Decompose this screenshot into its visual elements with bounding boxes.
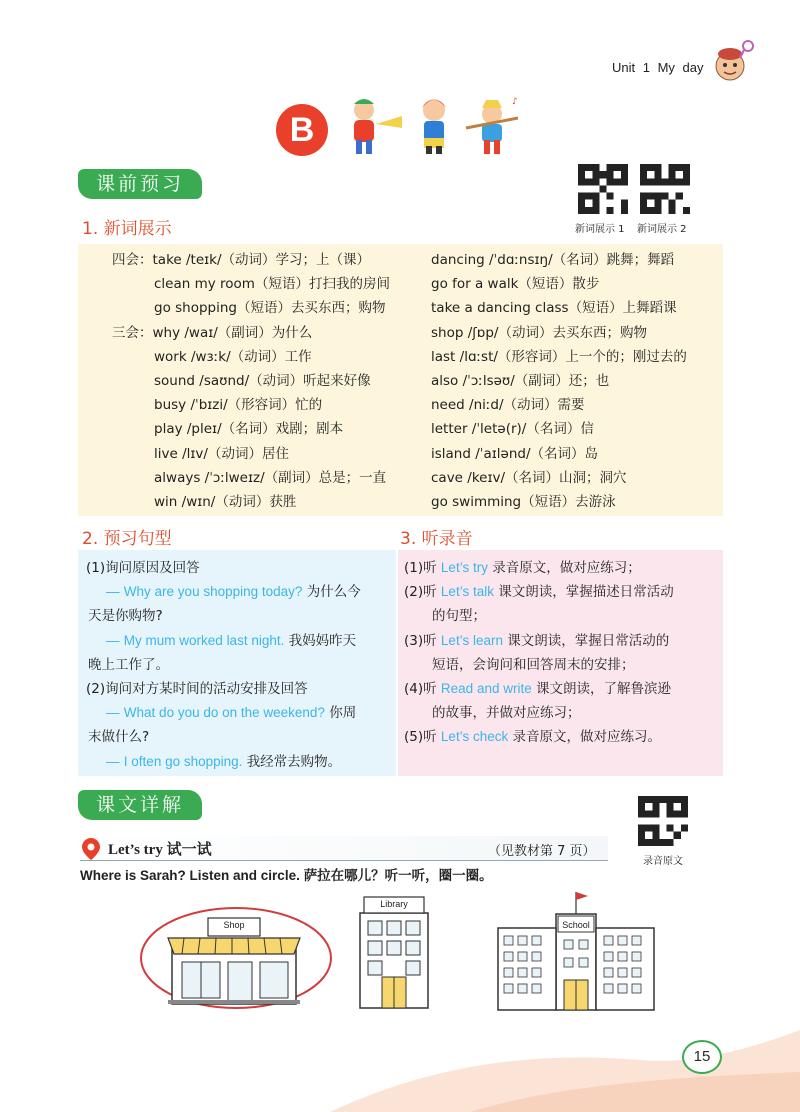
listen-post: 短语，会询问和回答周末的安排；: [432, 656, 635, 673]
vocab-item: [112, 296, 390, 320]
listen-post: 录音原文，做对应练习；: [487, 560, 641, 576]
children-illustration: [342, 94, 522, 156]
library-building-icon[interactable]: [354, 895, 434, 1010]
grammar-line: [86, 653, 392, 677]
vocab-left-column: [112, 248, 390, 514]
grammar-en: Why are you shopping today?: [123, 584, 303, 600]
vocab-right-column: [431, 248, 687, 514]
location-pin-icon: [82, 838, 100, 860]
qr-code-icon[interactable]: [578, 164, 628, 214]
vocab-item: [112, 369, 390, 393]
listen-pre: (3)听: [404, 632, 441, 649]
vocab-item: [112, 490, 390, 514]
listen-heading: 3. 听录音: [400, 529, 473, 549]
qr-code-icon[interactable]: [638, 796, 688, 846]
listen-line: [404, 580, 720, 604]
listen-en: Let’s check: [440, 729, 509, 745]
vocab-item: also /ˈɔːlsəʊ/（副词）还；也: [431, 373, 610, 390]
vocab-item: [112, 272, 390, 296]
section-tag-prelesson: 课前预习: [78, 169, 202, 199]
grammar-zh: 末做什么?: [88, 729, 150, 746]
vocab-item: cave /keɪv/（名词）山洞；洞穴: [431, 469, 627, 486]
page-reference: （见教材第 7 页）: [488, 844, 596, 859]
grammar-zh: 你周: [329, 705, 357, 722]
dash: —: [106, 632, 120, 648]
vocab-item: [112, 345, 390, 369]
vocab-text: go shopping（短语）去买东西；购物: [154, 300, 386, 317]
dash: —: [106, 705, 120, 721]
grammar-en: I often go shopping.: [123, 753, 243, 769]
listen-line: [404, 653, 720, 677]
listen-post: 课文朗读，掌握描述日常活动: [493, 584, 674, 601]
grammar-zh: (2)询问对方某时间的活动安排及回答: [86, 681, 308, 698]
qr-label-2: 新词展示 2: [637, 224, 687, 235]
grammar-panel: [78, 550, 396, 776]
dash: —: [106, 584, 120, 600]
vocab-heading: 1. 新词展示: [82, 219, 172, 239]
listen-line: [404, 604, 720, 628]
vocab-text: take /teɪk/（动词）学习；上（课）: [152, 252, 371, 268]
grammar-line: [86, 750, 392, 774]
section-tag-lesson: 课文详解: [78, 790, 202, 820]
vocab-item: [112, 321, 390, 345]
vocab-item: [112, 417, 390, 441]
vocab-item: take a dancing class（短语）上舞蹈课: [431, 300, 677, 317]
dash: —: [106, 753, 120, 769]
vocab-text: live /lɪv/（动词）居住: [154, 445, 289, 462]
grammar-lines: [86, 556, 392, 774]
grammar-zh: 我经常去购物。: [246, 753, 342, 770]
vocab-item: [112, 442, 390, 466]
grammar-line: [86, 725, 392, 749]
listen-post: 的句型；: [432, 608, 486, 625]
listen-line: [404, 629, 720, 653]
vocab-item: last /lɑːst/（形容词）上一个的；刚过去的: [431, 348, 687, 365]
vocab-text: play /pleɪ/（名词）戏剧；剧本: [154, 421, 344, 438]
page-number: 15: [682, 1040, 722, 1074]
listen-post: 录音原文，做对应练习。: [508, 729, 662, 746]
vocab-item: [112, 466, 390, 490]
unit-title: My day: [657, 60, 704, 75]
grammar-en: My mum worked last night.: [123, 632, 285, 648]
vocab-item: shop /ʃɒp/（动词）去买东西；购物: [431, 324, 647, 341]
vocab-item: go swimming（短语）去游泳: [431, 494, 616, 511]
listen-post: 课文朗读，掌握日常活动的: [502, 632, 670, 649]
vocab-text: work /wɜːk/（动词）工作: [154, 348, 312, 365]
exercise-instruction: Where is Sarah? Listen and circle. 萨拉在哪儿？听一听，圈一圈。: [80, 868, 493, 883]
vocab-item: [112, 248, 390, 272]
listen-panel: [398, 550, 723, 776]
grammar-zh: 晚上工作了。: [88, 656, 169, 673]
vocab-text: clean my room（短语）打扫我的房间: [154, 276, 390, 293]
grammar-line: [86, 701, 392, 725]
mascot-icon: [714, 38, 754, 88]
vocab-item: need /niːd/（动词）需要: [431, 397, 585, 414]
vocab-text: always /ˈɔːlweɪz/（副词）总是；一直: [154, 469, 387, 486]
part-b-badge: B: [276, 104, 328, 156]
listen-post: 的故事，并做对应练习；: [432, 705, 581, 722]
vocab-text: busy /ˈbɪzi/（形容词）忙的: [154, 397, 323, 414]
building-label-shop: Shop: [223, 920, 245, 930]
listen-line: [404, 556, 720, 580]
listen-lines: [404, 556, 720, 750]
listen-en: Let’s learn: [440, 632, 503, 648]
svg-text:♪: ♪: [512, 97, 518, 107]
listen-line: [404, 701, 720, 725]
vocab-item: go for a walk（短语）散步: [431, 276, 600, 293]
unit-label: Unit 1: [612, 60, 650, 75]
grammar-line: [86, 556, 392, 580]
listen-pre: (4)听: [404, 681, 441, 698]
vocab-level-tag: 四会：: [112, 252, 153, 268]
vocab-level-tag: 三会：: [112, 324, 153, 341]
activity-title: Let’s try 试一试: [108, 842, 212, 858]
grammar-line: [86, 677, 392, 701]
listen-line: [404, 725, 720, 749]
vocab-item: letter /ˈletə(r)/（名词）信: [431, 421, 594, 438]
vocab-item: island /ˈaɪlənd/（名词）岛: [431, 445, 599, 462]
grammar-line: [86, 629, 392, 653]
listen-pre: (5)听: [404, 729, 441, 746]
listen-en: Let’s talk: [440, 584, 494, 600]
grammar-zh: 天是你购物?: [88, 608, 163, 625]
qr-label-1: 新词展示 1: [575, 224, 625, 235]
building-label-school: School: [562, 920, 590, 930]
qr-code-icon[interactable]: [640, 164, 690, 214]
school-building-icon[interactable]: [494, 888, 658, 1012]
listen-en: Let’s try: [440, 560, 488, 575]
listen-pre: (1)听: [404, 560, 441, 576]
grammar-zh: 我妈妈昨天: [288, 632, 357, 649]
grammar-zh: 为什么今: [306, 584, 361, 601]
vocab-item: [112, 393, 390, 417]
grammar-heading: 2. 预习句型: [82, 529, 172, 549]
grammar-line: [86, 604, 392, 628]
vocab-text: sound /saʊnd/（动词）听起来好像: [154, 373, 371, 390]
building-label-library: Library: [380, 899, 408, 909]
listen-en: Read and write: [440, 681, 532, 697]
listen-post: 课文朗读，了解鲁滨逊: [531, 681, 672, 698]
vocab-panel: [78, 244, 723, 516]
vocab-item: dancing /ˈdɑːnsɪŋ/（名词）跳舞；舞蹈: [431, 252, 675, 268]
qr-label-recording: 录音原文: [643, 856, 683, 867]
listen-pre: (2)听: [404, 584, 441, 601]
listen-line: [404, 677, 720, 701]
grammar-line: [86, 580, 392, 604]
grammar-zh: (1)询问原因及回答: [86, 560, 200, 576]
running-header: [612, 60, 704, 75]
grammar-en: What do you do on the weekend?: [123, 705, 325, 721]
vocab-text: win /wɪn/（动词）获胜: [154, 494, 297, 511]
vocab-text: why /waɪ/（副词）为什么: [152, 324, 313, 341]
